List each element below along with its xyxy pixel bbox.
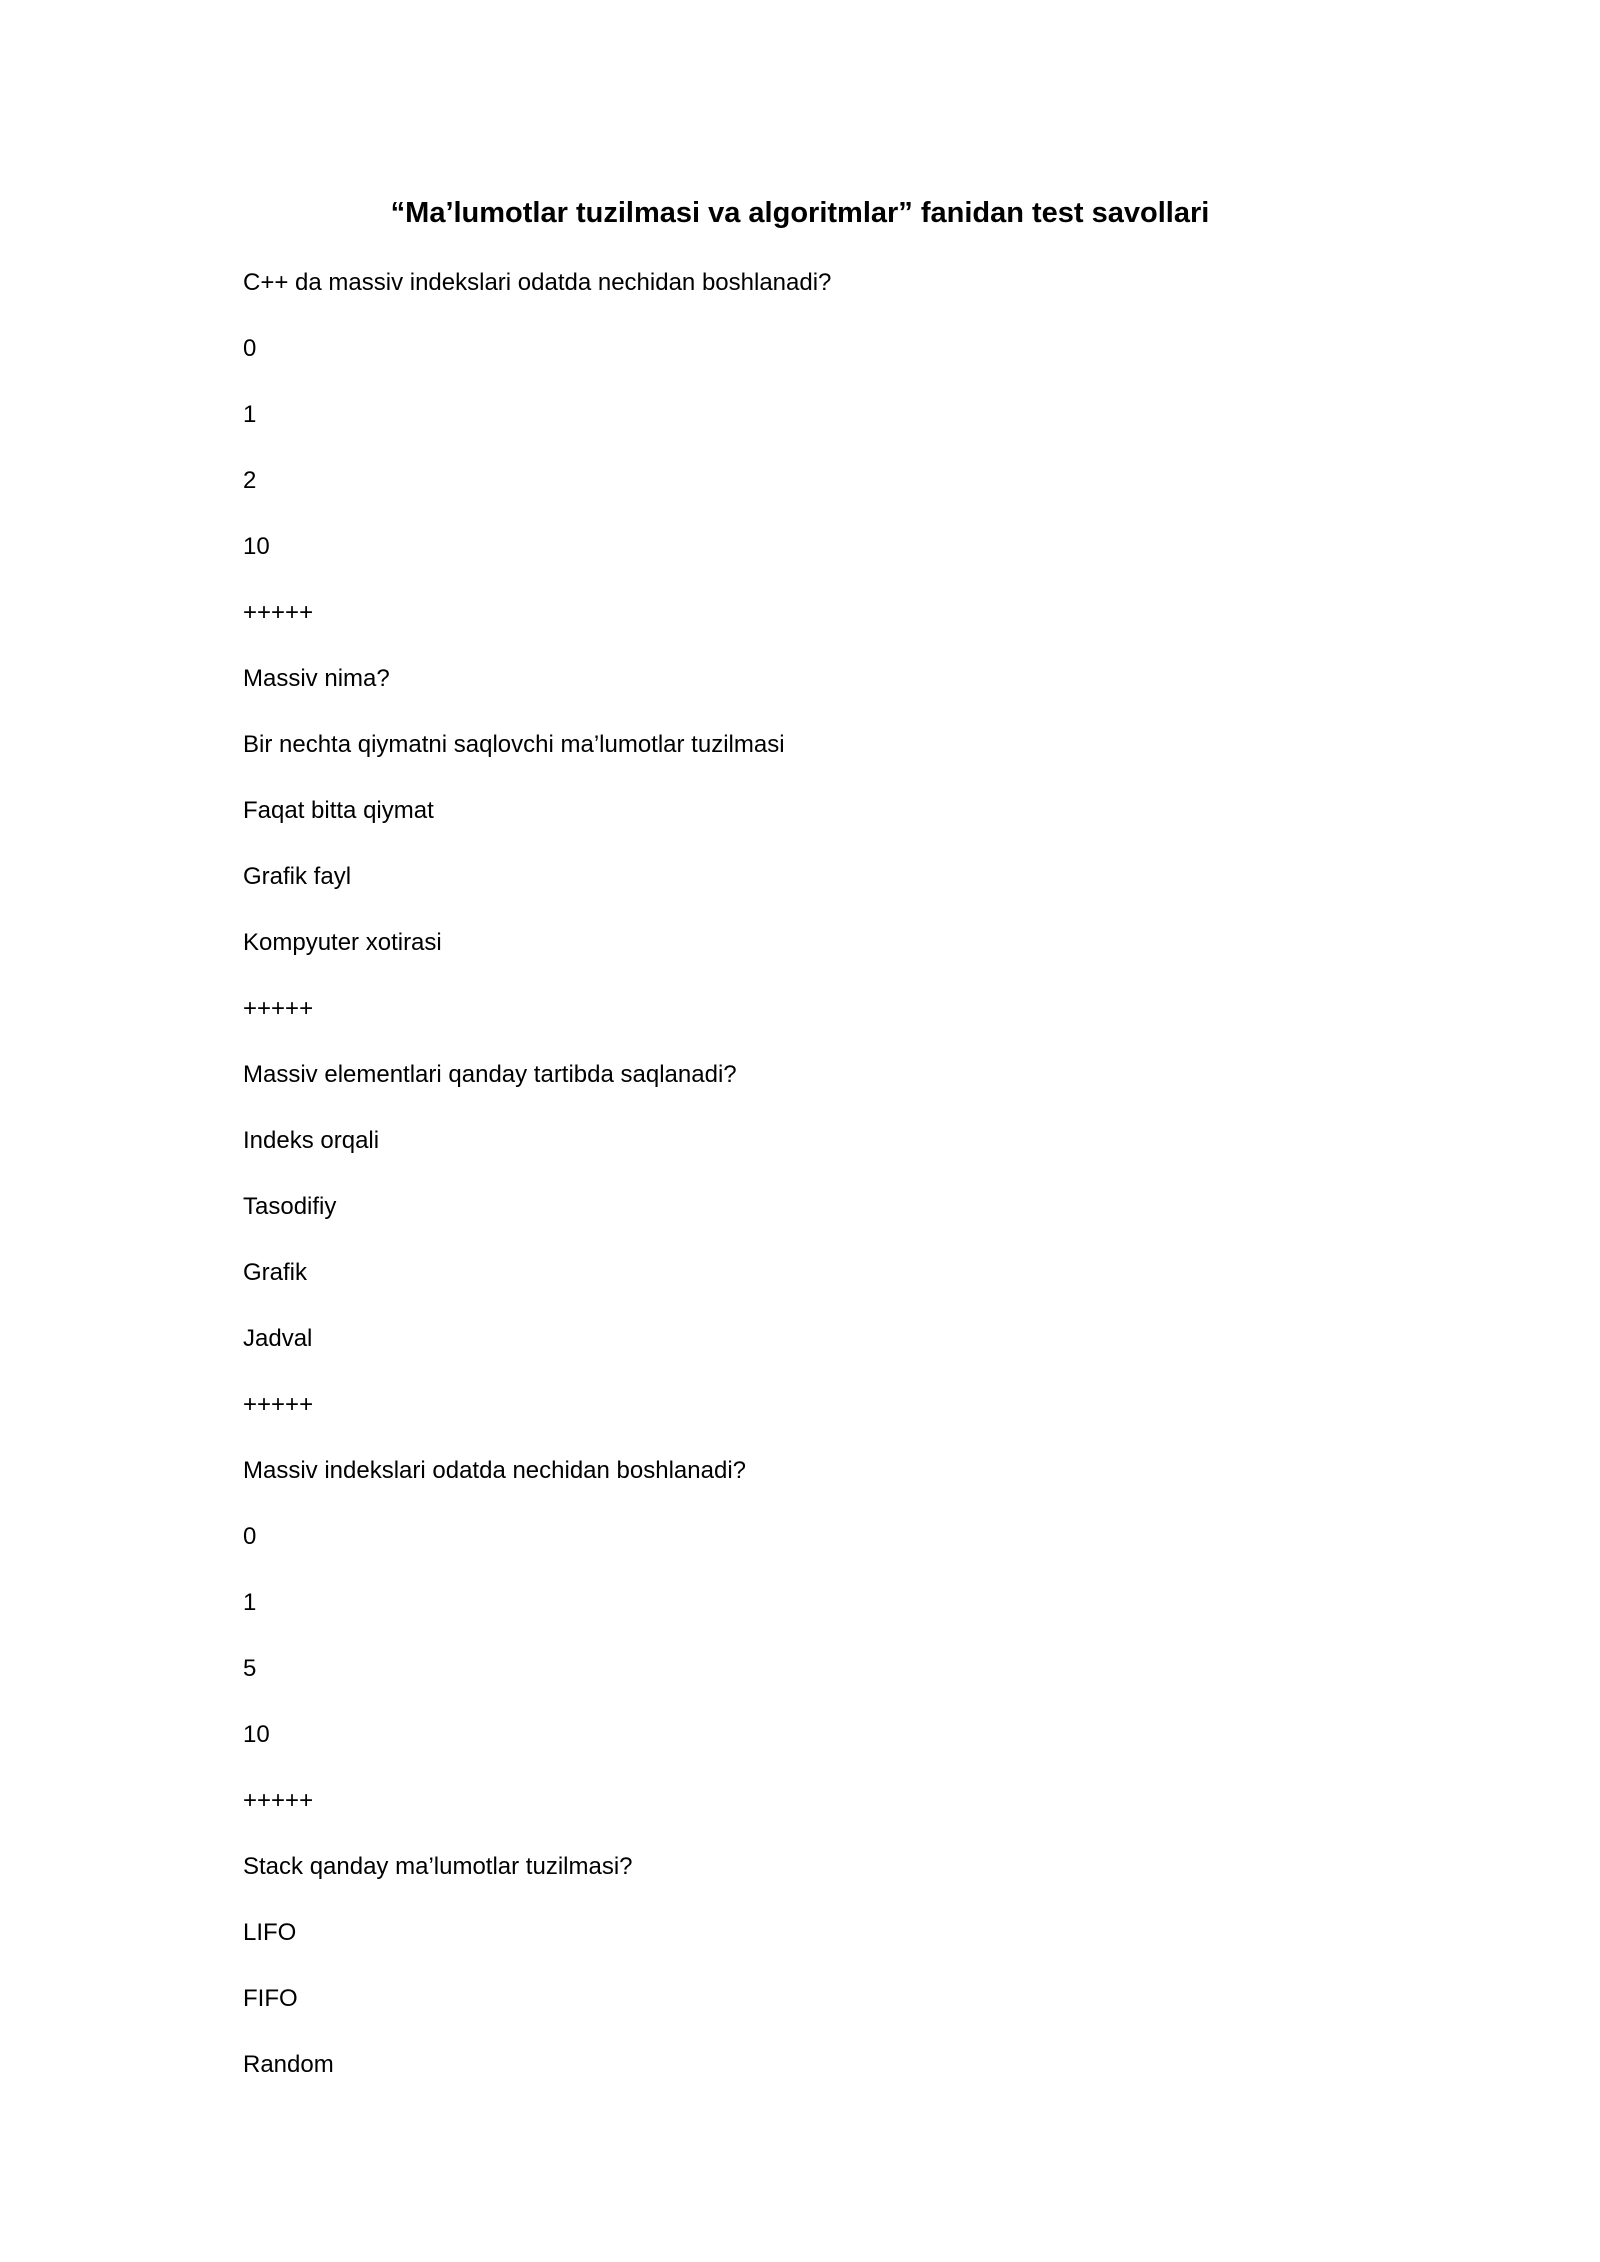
answer-option: Random: [243, 2051, 334, 2078]
answer-option: Grafik: [243, 1259, 308, 1286]
answer-option: 10: [243, 533, 270, 560]
question-separator: +++++: [243, 995, 314, 1022]
answer-option: FIFO: [243, 1985, 298, 2012]
answer-option: LIFO: [243, 1919, 297, 1946]
answer-option: Kompyuter xotirasi: [243, 929, 442, 956]
question-separator: +++++: [243, 1391, 314, 1418]
question-list: [243, 266, 831, 2114]
question-separator: +++++: [243, 599, 314, 626]
answer-option: Faqat bitta qiymat: [243, 797, 434, 824]
answer-option: Bir nechta qiymatni saqlovchi ma’lumotlar tuzilmasi: [243, 731, 785, 758]
document-title: “Ma’lumotlar tuzilmasi va algoritmlar” fanidan test savollari: [390, 197, 1210, 229]
answer-option: 10: [243, 1721, 270, 1748]
question-text: Massiv nima?: [243, 665, 390, 692]
question-text: Massiv elementlari qanday tartibda saqlanadi?: [243, 1061, 737, 1088]
answer-option: Grafik fayl: [243, 863, 352, 890]
answer-option: 5: [243, 1655, 257, 1682]
answer-option: 1: [243, 1589, 257, 1616]
answer-option: 2: [243, 467, 257, 494]
answer-option: 0: [243, 335, 257, 362]
answer-option: Indeks orqali: [243, 1127, 380, 1154]
answer-option: 0: [243, 1523, 257, 1550]
question-text: C++ da massiv indekslari odatda nechidan boshlanadi?: [243, 269, 832, 296]
answer-option: Jadval: [243, 1325, 313, 1352]
question-text: Stack qanday ma’lumotlar tuzilmasi?: [243, 1853, 633, 1880]
answer-option: 1: [243, 401, 257, 428]
question-text: Massiv indekslari odatda nechidan boshlanadi?: [243, 1457, 746, 1484]
answer-option: Tasodifiy: [243, 1193, 337, 1220]
question-separator: +++++: [243, 1787, 314, 1814]
